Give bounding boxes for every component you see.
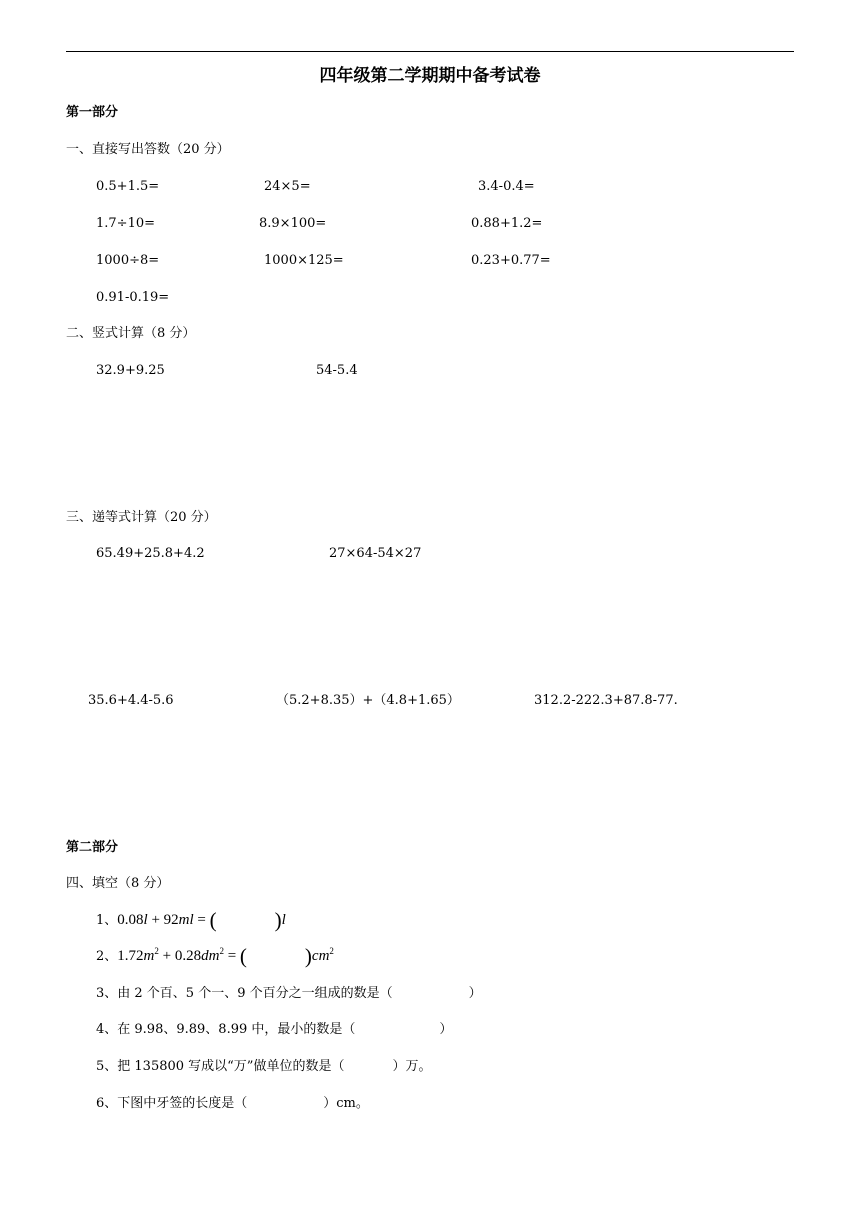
calc-item: 0.5+1.5= [96, 179, 160, 194]
stepwise-calc-item: 35.6+4.4-5.6 [88, 693, 174, 708]
answer-blank-open: ( [239, 944, 247, 968]
stepwise-calc-item: 312.2-222.3+87.8-77. [534, 693, 678, 708]
fill-question-3: 3、由 2 个百、5 个一、9 个百分之一组成的数是（ ） [96, 986, 482, 1001]
answer-blank-open: ( [209, 908, 217, 932]
fill-question-5: 5、把 135800 写成以“万”做单位的数是（ ）万。 [96, 1059, 432, 1074]
calc-item: 1000×125= [264, 253, 344, 268]
fill-question-6: 6、下图中牙签的长度是（ ）cm。 [96, 1096, 369, 1111]
calc-item: 3.4-0.4= [478, 179, 535, 194]
calc-item: 0.88+1.2= [471, 216, 543, 231]
section-one-heading: 一、直接写出答数（20 分） [66, 142, 230, 157]
vertical-calc-item: 54-5.4 [316, 363, 358, 378]
page-title: 四年级第二学期期中备考试卷 [319, 66, 541, 86]
calc-item: 1000÷8= [96, 253, 160, 268]
stepwise-calc-item: 27×64-54×27 [329, 546, 422, 561]
answer-blank-close: ) [274, 908, 282, 932]
fill-question-2: 2、$1.72m^2 + 0.28dm^2$ = ( )$cm^2$ [96, 944, 334, 968]
stepwise-calc-item: 65.49+25.8+4.2 [96, 546, 205, 561]
answer-blank-close: ) [304, 944, 312, 968]
calc-item: 0.91-0.19= [96, 290, 170, 305]
section-two-heading: 二、竖式计算（8 分） [66, 326, 196, 341]
question-number: 1、 [96, 913, 118, 928]
calc-item: 0.23+0.77= [471, 253, 551, 268]
part-two-heading: 第二部分 [66, 840, 119, 855]
question-number: 2、 [96, 949, 118, 964]
fill-question-4: 4、在 9.98、9.89、8.99 中，最小的数是（ ） [96, 1022, 453, 1037]
calc-item: 1.7÷10= [96, 216, 156, 231]
part-one-heading: 第一部分 [66, 105, 119, 120]
fill-question-1: 1、0.08l + 92ml = ( )l [96, 908, 286, 932]
calc-item: 8.9×100= [259, 216, 327, 231]
header-rule [66, 51, 794, 52]
calc-item: 24×5= [264, 179, 311, 194]
section-three-heading: 三、递等式计算（20 分） [66, 510, 217, 525]
vertical-calc-item: 32.9+9.25 [96, 363, 165, 378]
stepwise-calc-item: （5.2+8.35）+（4.8+1.65） [276, 693, 460, 708]
section-four-heading: 四、填空（8 分） [66, 876, 170, 891]
